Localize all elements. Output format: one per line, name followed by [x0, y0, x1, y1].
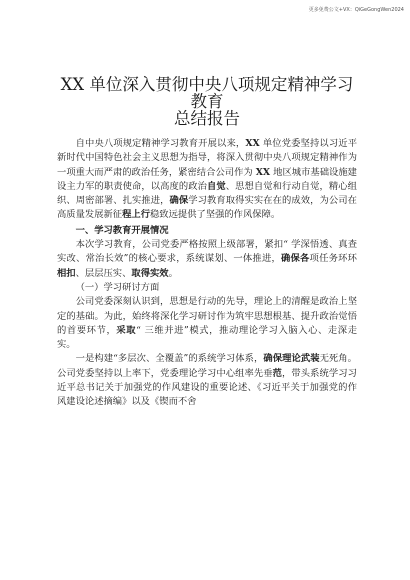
p2-text-d: 相扣 — [57, 267, 76, 279]
p2-text-c: 项任务环环 — [309, 253, 357, 265]
title-line-2: 总结报告 — [174, 109, 240, 128]
p1-text-c: 单位党委坚持以习近平新时代中国特色社会主义思想为指导，将深入贯彻中央八项规定精神作为一项重大而严肃的政治任务，紧密结合公司作为 — [57, 138, 357, 178]
p1-text-i: 学习教育取得实实在在的成效，为公司在高质量发展新征 — [57, 195, 357, 221]
p4-text-b: 确保理论武装 — [263, 353, 320, 365]
p2-text-g: 。 — [168, 267, 178, 279]
p2-text-e: 、层层压实、 — [75, 267, 132, 279]
subsection-heading-1 — [57, 281, 357, 295]
p1-text-e: 地区城市基础设施建设主力军的职责使命，以高度的政治 — [57, 166, 357, 192]
p2-text-b: 确保各 — [281, 253, 310, 265]
document-title — [57, 76, 357, 127]
p2-text-a: 本次学习教育，公司党委严格按照上级部署，紧扣“ 学深悟透、真查实改、常治长效”的核心要求，系统谋划、一体推进， — [57, 239, 357, 265]
p4-text-d: 范 — [272, 367, 283, 379]
p2-text-f: 取得实效 — [131, 267, 169, 279]
p1-text-k: 稳致远提供了坚强的作风保障。 — [150, 209, 281, 221]
p1-text-j: 程上行 — [122, 209, 150, 221]
title-line-1: XX 单位深入贯彻中央八项规定精神学习教育 — [60, 75, 354, 111]
p1-text-f: 自觉 — [207, 180, 226, 192]
section-heading-1-text: 一、学习教育开展情况 — [75, 224, 169, 236]
document-page — [57, 76, 357, 410]
subsection-heading-1-text: （一）学习研讨方面 — [75, 281, 160, 293]
p4-text-e: ，带头系统学习习近平总书记关于加强党的作风建设的重要论述、《习近平关于加强党的作风建设论述摘编》以及《锲而不舍 — [57, 367, 357, 408]
section-heading-1 — [57, 224, 357, 238]
watermark-text: 更多免费公文+VX：QiGeGongWen2024 — [308, 7, 404, 13]
paragraph-4 — [57, 352, 357, 409]
p3-text-a: 公司党委深刻认识到，思想是行动的先导，理论上的清醒是政治上坚定的基础。为此，始终将深化学习研讨作为筑牢思想根基、提升政治觉悟的首要环节， — [57, 296, 357, 336]
p3-text-c: “ 三维并进”模式，推动理论学习入脑入心、走深走实。 — [57, 324, 357, 351]
p1-text-b: XX — [245, 138, 260, 149]
intro-paragraph — [57, 137, 357, 223]
paragraph-2 — [57, 238, 357, 281]
paragraph-3 — [57, 295, 357, 352]
p1-text-g: 、思想自觉和行动自觉，精心组织、周密部署、扎实推进， — [57, 180, 357, 207]
p3-text-b: 采取 — [116, 324, 137, 336]
p1-text-h: 确保 — [169, 195, 189, 207]
p1-text-d: XX — [255, 166, 271, 178]
p4-text-c: 无死角。公司党委坚持以上率下，党委理论学习中心组率先垂 — [57, 353, 357, 379]
p1-text-a: 自中央八项规定精神学习教育开展以来， — [75, 138, 246, 149]
p4-text-a: 一是构建“多层次、全覆盖”的系统学习体系， — [75, 353, 264, 365]
